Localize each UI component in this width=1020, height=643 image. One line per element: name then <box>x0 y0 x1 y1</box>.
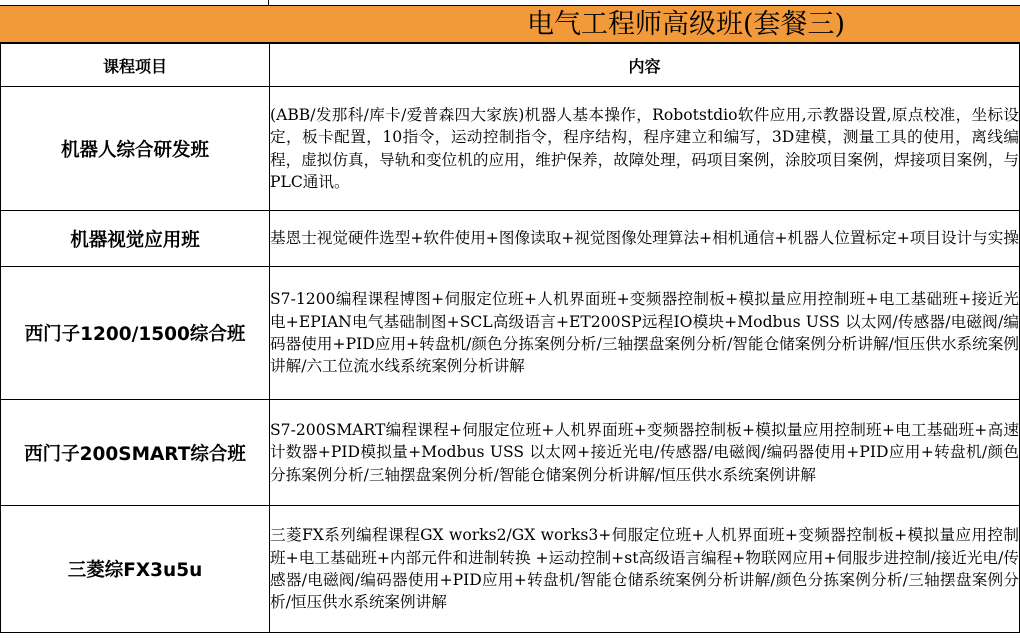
table-row <box>1 506 1020 633</box>
column-divider-stub <box>268 0 269 5</box>
title-bar <box>0 6 1020 43</box>
table-header-row <box>1 44 1020 87</box>
course-name: 机器人综合研发班 <box>1 87 270 211</box>
course-content: 三菱FX系列编程课程GX works2/GX works3+伺服定位班+人机界面班+变频器控制板+模拟量应用控制班+电工基础班+内部元件和进制转换 +运动控制+st高级语言编程+物联网应用+伺服步进控制/接近光电/传感器/电磁阀/编码器使用+PID应用+转盘机/智能仓储系统案例分析讲解/颜色分拣案例分析/三轴摆盘案例分析/恒压供水系统案例讲解 <box>270 506 1020 633</box>
course-name: 西门子200SMART综合班 <box>1 400 270 506</box>
header-content: 内容 <box>270 44 1020 87</box>
table-row <box>1 267 1020 400</box>
course-content: S7-200SMART编程课程+伺服定位班+人机界面班+变频器控制板+模拟量应用控制班+电工基础班+高速计数器+PID模拟量+Modbus USS 以太网+接近光电/传感器/电磁阀/编码器使用+PID应用+转盘机/颜色分拣案例分析/三轴摆盘案例分析/智能仓储案例分析讲解/恒压供水系统案例讲解 <box>270 400 1020 506</box>
table-row <box>1 211 1020 267</box>
course-name: 机器视觉应用班 <box>1 211 270 267</box>
table-row <box>1 400 1020 506</box>
course-content: 基恩士视觉硬件选型+软件使用+图像读取+视觉图像处理算法+相机通信+机器人位置标定+项目设计与实操 <box>270 211 1020 267</box>
table-row <box>1 87 1020 211</box>
course-name: 三菱综FX3u5u <box>1 506 270 633</box>
course-content: S7-1200编程课程博图+伺服定位班+人机界面班+变频器控制板+模拟量应用控制班+电工基础班+接近光电+EPIAN电气基础制图+SCL高级语言+ET200SP远程IO模块+Modbus USS 以太网/传感器/电磁阀/编码器使用+PID应用+转盘机/颜色分拣案例分析/三轴摆盘案例分析/智能仓储案例分析讲解/恒压供水系统案例讲解/六工位流水线系统案例分析讲解 <box>270 267 1020 400</box>
course-name: 西门子1200/1500综合班 <box>1 267 270 400</box>
page-title: 电气工程师高级班(套餐三) <box>527 9 846 40</box>
course-table <box>0 43 1020 633</box>
header-course-item: 课程项目 <box>1 44 270 87</box>
course-content: (ABB/发那科/库卡/爱普森四大家族)机器人基本操作，Robotstdio软件应用,示教器设置,原点校准，坐标设定，板卡配置，10指令，运动控制指令，程序结构，程序建立和编写，3D建模，测量工具的使用，离线编程，虚拟仿真，导轨和变位机的应用，维护保养，故障处理，码项目案例，涂胶项目案例，焊接项目案例，与PLC通讯。 <box>270 87 1020 211</box>
